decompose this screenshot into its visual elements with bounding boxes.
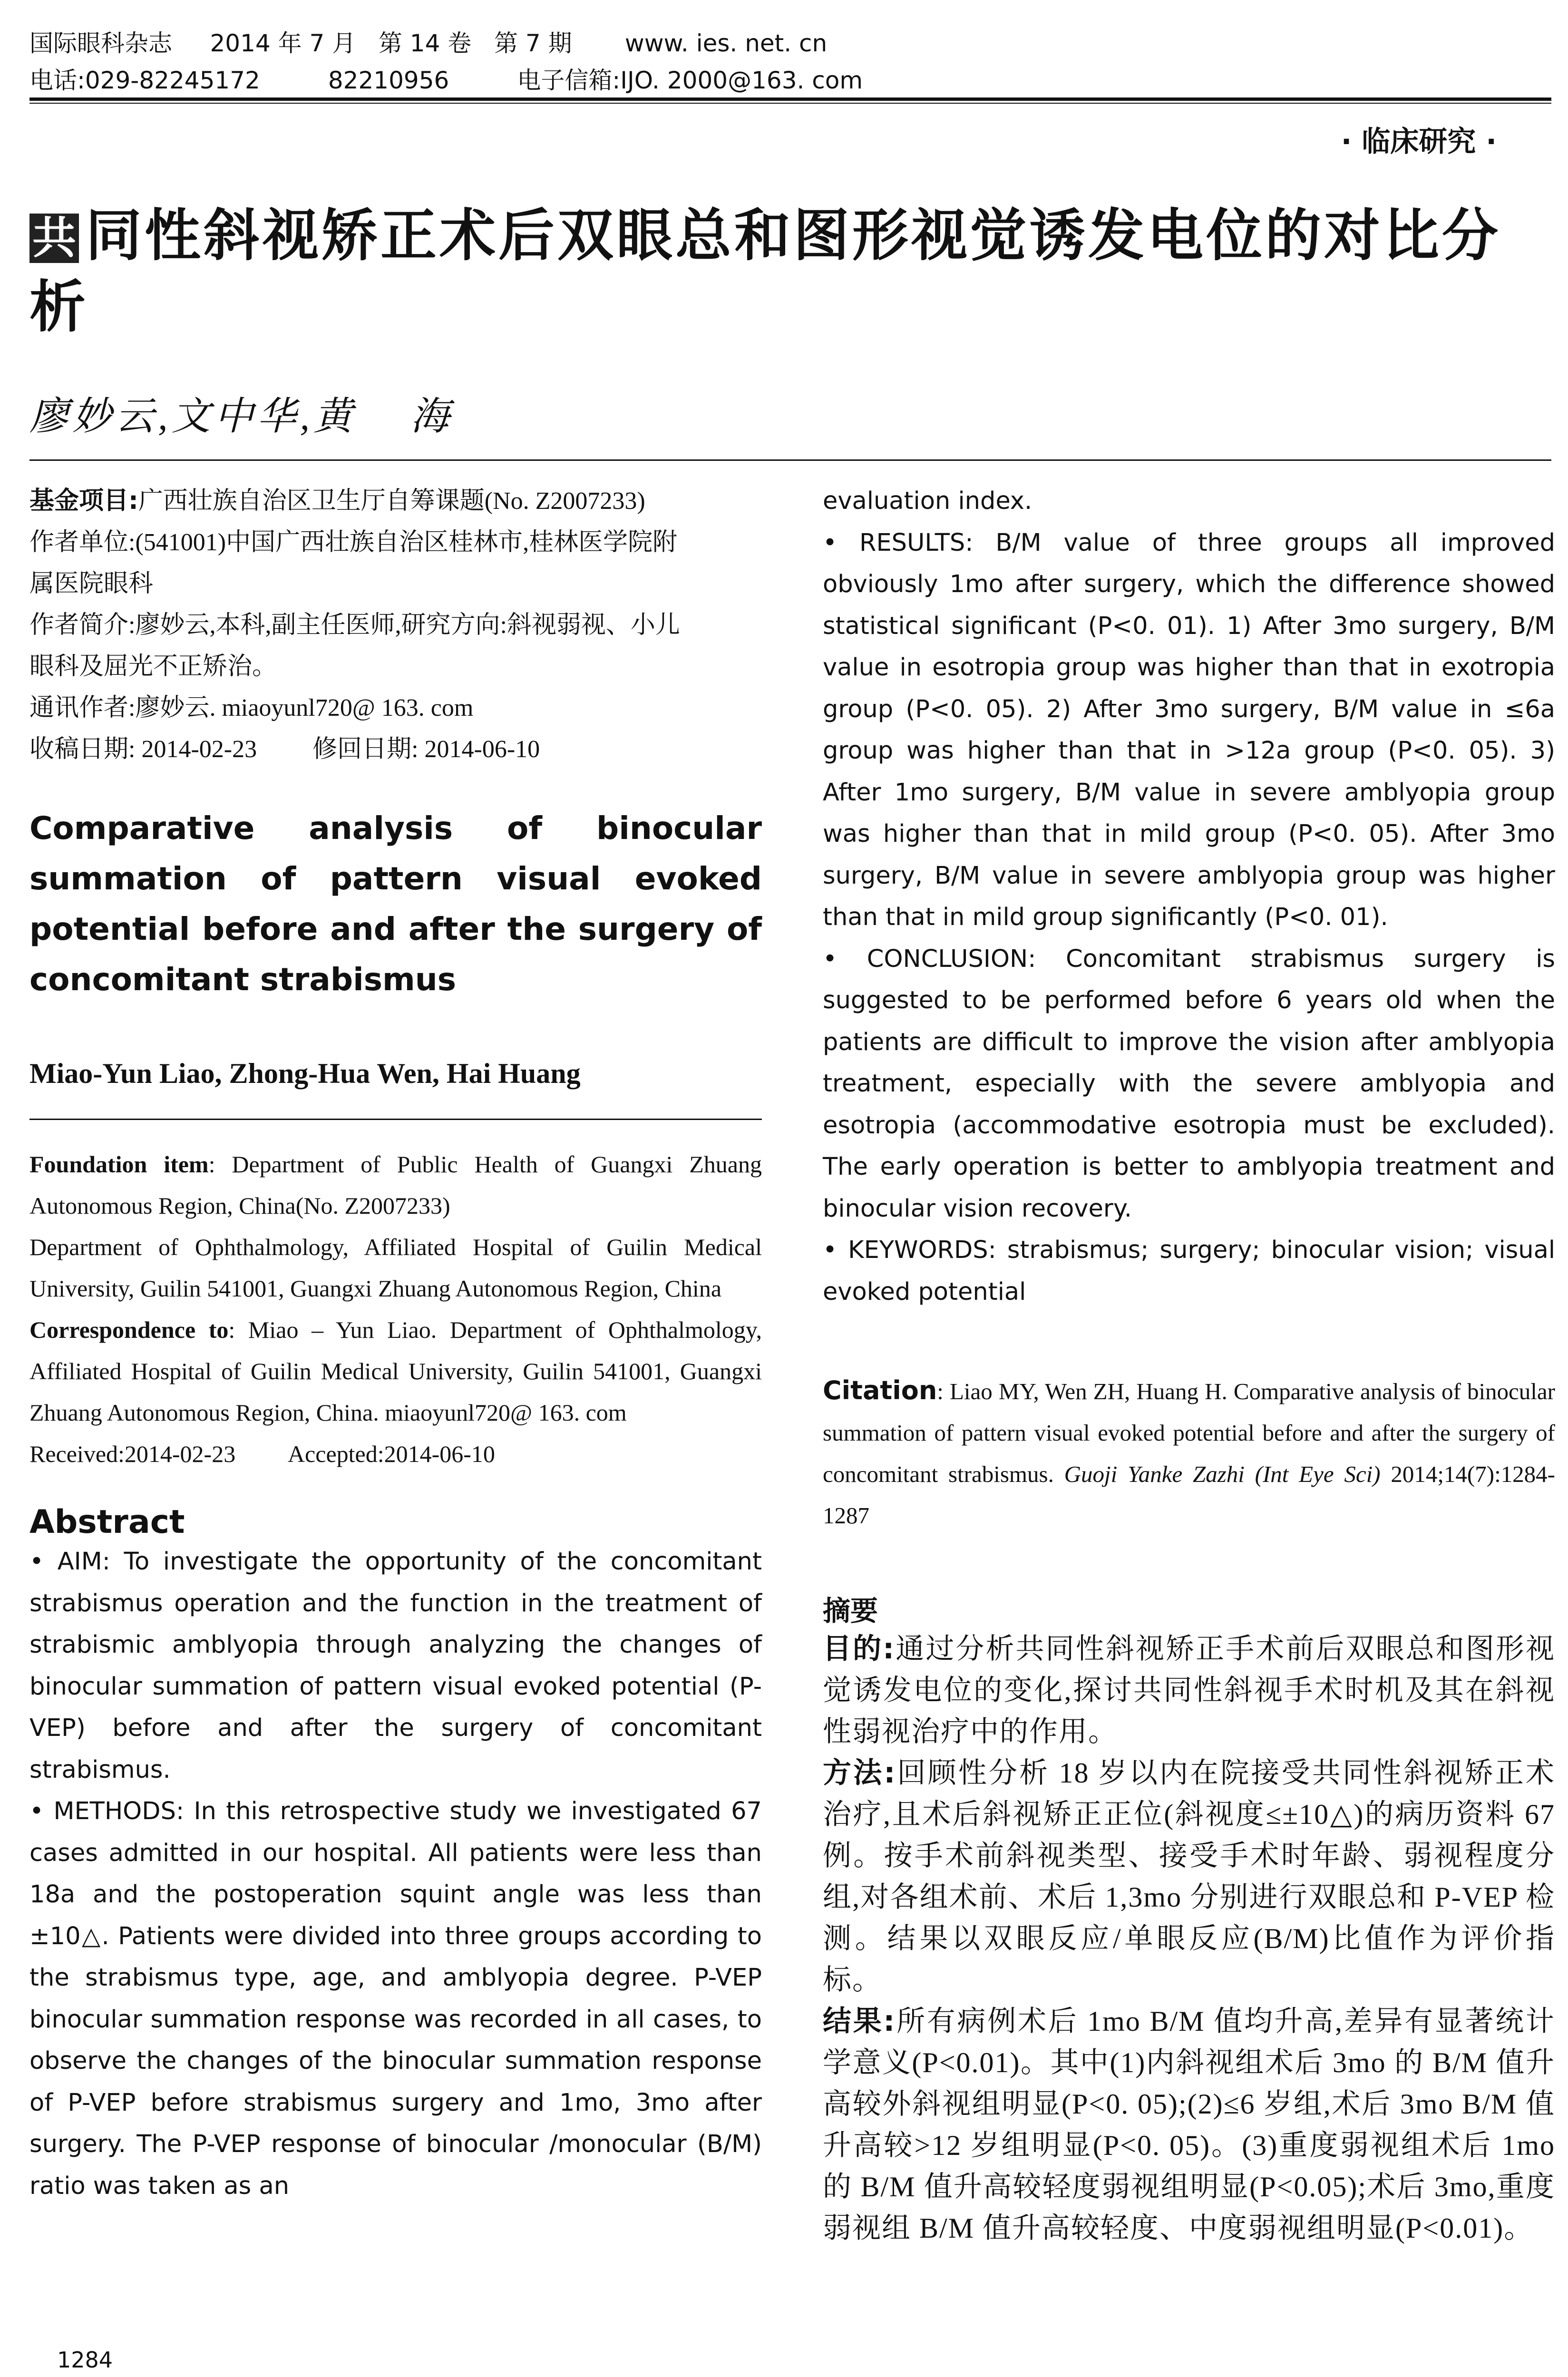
cn-bio-line-1: 作者简介:廖妙云,本科,副主任医师,研究方向:斜视弱视、小儿	[29, 612, 680, 639]
cn-foundation-label: 基金项目:	[29, 487, 138, 515]
abstract-conclusion: • CONCLUSION: Concomitant strabismus surgery is suggested to be performed before 6 years old when the patients are difficult to improve the vision after amblyopia treatment, especially with the severe amblyopia and esotropia (accommodative esotropia must be excluded). The early operation is better to amblyopia treatment and binocular vision recovery.	[823, 945, 1555, 1223]
cn-correspondence: 通讯作者:廖妙云. miaoyunl720@ 163. com	[29, 694, 474, 721]
citation-journal: Guoji Yanke Zazhi (Int Eye Sci)	[1064, 1461, 1381, 1487]
citation-tail: 2014;14(7):1284-1287	[823, 1461, 1556, 1529]
journal-header-line-1: 国际眼科杂志 2014 年 7 月 第 14 卷 第 7 期 www. ies. net. cn	[29, 29, 828, 57]
cn-methods-text: 回顾性分析 18 岁以内在院接受共同性斜视矫正术治疗,且术后斜视矫正正位(斜视度≤±10△)的病历资料 67 例。按手术前斜视类型、接受手术时年龄、弱视程度分组,对各组术前、术后 1,3mo 分别进行双眼总和 P-VEP 检测。结果以双眼反应/单眼反应(B/M)比值作为评价指标。	[823, 1757, 1555, 1996]
en-correspondence	[29, 1309, 762, 1433]
cn-aim-text: 通过分析共同性斜视矫正手术前后双眼总和图形视觉诱发电位的变化,探讨共同性斜视手术时机及其在斜视性弱视治疗中的作用。	[823, 1633, 1556, 1747]
cn-abstract-heading: 摘要	[823, 1595, 878, 1627]
cn-bio-line-2: 眼科及屈光不正矫治。	[29, 653, 277, 680]
right-column	[823, 480, 1555, 2249]
cn-info-block	[29, 480, 762, 770]
title-first-char-mark: 共	[29, 214, 79, 263]
header-rule-top	[29, 97, 1551, 101]
abstract-aim: • AIM: To investigate the opportunity of the concomitant strabismus operation and the function in the treatment of strabismic amblyopia through analyzing the changes of binocular summation of pattern visual evoked potential (P-VEP) before and after the surgery of concomitant strabismus.	[29, 1548, 762, 1784]
cn-foundation-text: 广西壮族自治区卫生厅自筹课题(No. Z2007233)	[138, 487, 645, 515]
en-foundation	[29, 1144, 762, 1227]
section-label: · 临床研究 ·	[1341, 125, 1497, 158]
left-column	[29, 480, 762, 2207]
english-authors: Miao-Yun Liao, Zhong-Hua Wen, Hai Huang	[29, 1058, 581, 1089]
cn-foundation	[29, 480, 762, 522]
cn-methods-label: 方法:	[823, 1756, 896, 1790]
english-title: Comparative analysis of binocular summation of pattern visual evoked potential before and after the surgery of concomitant strabismus	[29, 810, 762, 998]
en-foundation-text: : Department of Public Health of Guangxi Zhuang Autonomous Region, China(No. Z2007233)	[29, 1151, 762, 1219]
en-dates: Received:2014-02-23 Accepted:2014-06-10	[29, 1441, 495, 1467]
header-rule-thin	[29, 103, 1551, 104]
cn-affiliation-line-2: 属医院眼科	[29, 570, 154, 597]
cn-results-text: 所有病例术后 1mo B/M 值均升高,差异有显著统计学意义(P<0.01)。其中(1)内斜视组术后 3mo 的 B/M 值升高较外斜视组明显(P<0. 05);(2)≤6 岁组,术后 3mo B/M 值升高较>12 岁组明显(P<0. 05)。(3)重度弱视组术后 1mo 的 B/M 值升高较轻度弱视组明显(P<0.05);术后 3mo,重度弱视组 B/M 值升高较轻度、中度弱视组明显(P<0.01)。	[823, 2006, 1555, 2244]
citation-label: Citation	[823, 1375, 937, 1405]
en-correspondence-label: Correspondence to	[29, 1316, 229, 1343]
en-correspondence-text: : Miao – Yun Liao. Department of Ophthalmology, Affiliated Hospital of Guilin Medical University, Guilin 541001, Guangxi Zhuang Autonomous Region, China. miaoyunl720@ 163. com	[29, 1316, 762, 1426]
article-title-text: 同性斜视矫正术后双眼总和图形视觉诱发电位的对比分析	[29, 203, 1501, 340]
cn-abstract-methods	[823, 1753, 1555, 2001]
authors-chinese: 廖妙云,文中华,黄 海	[29, 395, 453, 438]
article-title	[29, 200, 1551, 342]
cn-affiliation-line-1: 作者单位:(541001)中国广西壮族自治区桂林市,桂林医学院附	[29, 529, 678, 556]
abstract-keywords: • KEYWORDS: strabismus; surgery; binocular vision; visual evoked potential	[823, 1236, 1555, 1306]
abstract-methods: • METHODS: In this retrospective study we investigated 67 cases admitted in our hospital. All patients were less than 18a and the postoperation squint angle was less than ±10△. Patients were divided into three groups according to the strabismus type, age, and amblyopia degree. P-VEP binocular summation response was recorded in all cases, to observe the changes of the binocular summation response of P-VEP before strabismus surgery and 1mo, 3mo after surgery. The P-VEP response of binocular /monocular (B/M) ratio was taken as an	[29, 1797, 762, 2200]
en-department: Department of Ophthalmology, Affiliated Hospital of Guilin Medical University, Guilin 541001, Guangxi Zhuang Autonomous Region, China	[29, 1234, 762, 1302]
cn-results-label: 结果:	[823, 2005, 896, 2038]
authors-rule	[29, 459, 1551, 461]
cn-abstract-aim	[823, 1628, 1555, 1753]
en-foundation-label: Foundation item	[29, 1151, 209, 1178]
citation	[823, 1370, 1555, 1536]
cn-abstract-results	[823, 2001, 1555, 2249]
abstract-results: • RESULTS: B/M value of three groups all improved obviously 1mo after surgery, which the difference showed statistical significant (P<0. 01). 1) After 3mo surgery, B/M value in esotropia group was higher than that in exotropia group (P<0. 05). 2) After 3mo surgery, B/M value in ≤6a group was higher than that in >12a group (P<0. 05). 3) After 1mo surgery, B/M value in severe amblyopia group was higher than that in mild group (P<0. 05). After 3mo surgery, B/M value in severe amblyopia group was higher than that in mild group significantly (P<0. 01).	[823, 528, 1555, 931]
cn-abstract-body	[823, 1628, 1555, 2249]
abstract-heading: Abstract	[29, 1503, 185, 1541]
abstract-methods-continued: evaluation index.	[823, 487, 1032, 515]
english-authors-rule	[29, 1119, 762, 1120]
page-number: 1284	[57, 2347, 113, 2373]
cn-aim-label: 目的:	[823, 1632, 896, 1666]
cn-dates: 收稿日期: 2014-02-23 修回日期: 2014-06-10	[29, 736, 540, 763]
citation-text: : Liao MY, Wen ZH, Huang H. Comparative analysis of binocular summation of pattern visual evoked potential before and after the surgery of concomitant strabismus.	[823, 1378, 1555, 1487]
journal-header-line-2: 电话:029-82245172 82210956 电子信箱:IJO. 2000@163. com	[29, 67, 863, 94]
